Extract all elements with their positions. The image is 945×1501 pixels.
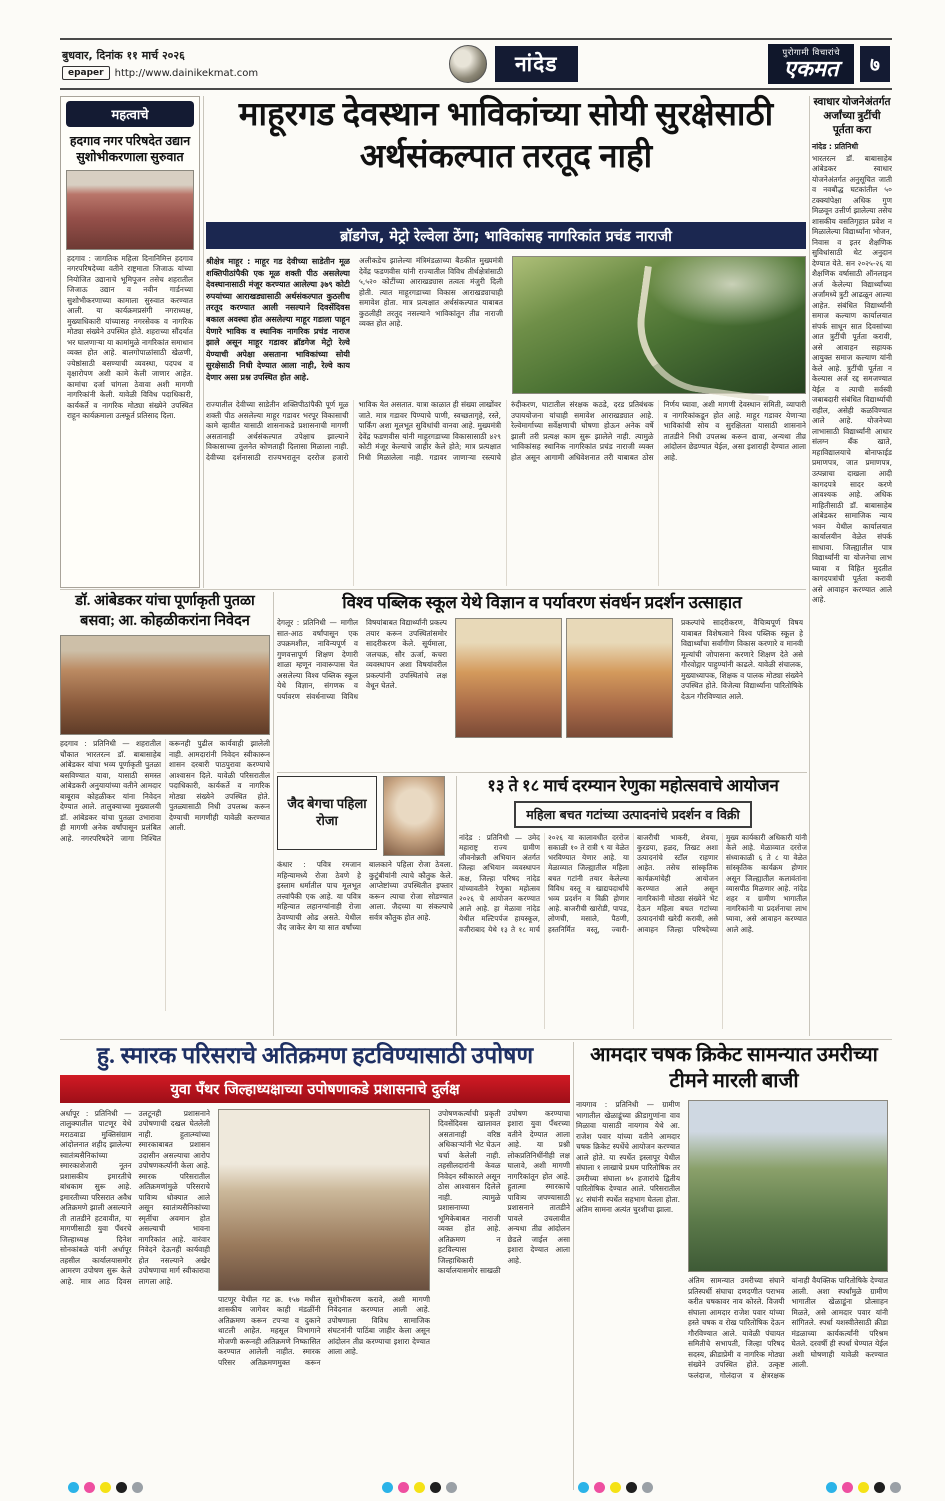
hadgaon-headline: हदगाव नगर परिषदेत उद्यान सुशोभीकरणाला सुरुवात xyxy=(69,134,191,165)
zaid-body: कंधार : पवित्र रमजान महिन्यामध्ये रोजा ठेवणे हे इस्लाम धर्मातील पाच मूलभूत तत्त्वांपैकी एक आहे. या पवित्र महिन्यात लहानग्यांनाही रोजा ठेवण्याची ओढ असते. येथील जैद जाकेर बेग या सात वर्षांच्या बालकाने पहिला रोजा ठेवला. कुटुंबीयांनी त्याचे कौतुक केले. आप्तेष्टांच्या उपस्थितीत इफ्तार करून त्याचा रोजा सोडण्यात आला. जैदच्या या संकल्पाचे सर्वत्र कौतुक होत आहे. xyxy=(277,860,453,933)
article-zaid-roza xyxy=(277,776,453,1036)
school-body-right: प्रकल्पांचे सादरीकरण, वैचित्र्यपूर्ण विषय याबाबत विशेषत्वाने विश्व पब्लिक स्कूल हे विद्यार्थ्यांचा सर्वांगीण विकास करणारे व मानवी मूल्यांची जोपासना करणारे शिक्षण देते असे गौरवोद्गार पाहुण्यांनी काढले. यावेळी संचालक, मुख्याध्यापक, शिक्षक व पालक मोठ्या संख्येने उपस्थित होते. विजेत्या विद्यार्थ्यांना पारितोषिके देऊन गौरविण्यात आले. xyxy=(681,618,803,701)
main-story-top xyxy=(206,256,806,394)
masthead-title: एकमत xyxy=(783,56,839,82)
masthead-block xyxy=(768,44,890,84)
school-body-left: देगलूर : प्रतिनिधी — मागील सात-आठ वर्षांपासून एक उपक्रमशील, नाविन्यपूर्ण व गुणवत्तापूर्ण शिक्षण देणारी शाळा म्हणून नावारूपास येत असलेल्या विश्व पब्लिक स्कूल येथे विज्ञान, संगणक व पर्यावरण संवर्धनाच्या विविध विषयांबाबत विद्यार्थ्यांनी प्रकल्प तयार करून उपस्थितांसमोर सादरीकरण केले. सूर्यमाला, जलचक्र, सौर ऊर्जा, कचरा व्यवस्थापन अशा विषयांवरील प्रकल्पांनी उपस्थितांचे लक्ष वेधून घेतले. xyxy=(277,618,447,701)
swadhar-headline: स्वाधार योजनेअंतर्गत अर्जांच्या त्रुटींची पूर्तता करा xyxy=(813,97,891,137)
amdar-body-col1: नायगाव : प्रतिनिधी — ग्रामीण भागातील खेळाडूंच्या क्रीडागुणांना वाव मिळावा यासाठी नायगाव येथे आ. राजेश पवार यांच्या वतीने आमदार चषक क्रिकेट स्पर्धेचे आयोजन करण्यात आले होते. या स्पर्धेत इस्लापूर येथील संघाला १ लाखाचे प्रथम पारितोषिक तर उमरीच्या संघाला ७५ हजारांचे द्वितीय पारितोषिक देण्यात आले. परिसरातील ४८ संघांनी स्पर्धेत सहभाग घेतला होता. अंतिम सामना अत्यंत चुरशीचा झाला. xyxy=(576,1100,680,1215)
zaid-headline: जैद बेगचा पहिला रोजा xyxy=(277,776,377,850)
column-rule xyxy=(809,96,810,1036)
article-amdar-cricket xyxy=(576,1042,892,1490)
edition-name: नांदेड xyxy=(495,46,577,82)
column-rule xyxy=(456,776,457,1036)
epaper-badge[interactable]: epaper xyxy=(62,66,110,80)
amdar-body-col2: अंतिम सामन्यात उमरीच्या संघाने प्रतिस्पर्धी संघाचा दणदणीत पराभव करीत चषकावर नाव कोरले. विजयी संघाला आमदार राजेश पवार यांच्या हस्ते चषक व रोख पारितोषिक देऊन गौरविण्यात आले. यावेळी पंचायत समितीचे सभापती, जिल्हा परिषद सदस्य, क्रीडाप्रेमी व नागरिक मोठ्या संख्येने उपस्थित होते. उत्कृष्ट फलंदाज, गोलंदाज व क्षेत्ररक्षक यांनाही वैयक्तिक पारितोषिके देण्यात आली. अशा स्पर्धांमुळे ग्रामीण भागातील खेळाडूंना प्रोत्साहन मिळते, असे आमदार पवार यांनी सांगितले. स्पर्धा यशस्वीतेसाठी क्रीडा मंडळाच्या कार्यकर्त्यांनी परिश्रम घेतले. दरवर्षी ही स्पर्धा घेण्यात येईल अशी घोषणाही यावेळी करण्यात आली. xyxy=(688,1276,888,1380)
school-headline: विश्व पब्लिक स्कूल येथे विज्ञान व पर्यावरण संवर्धन प्रदर्शन उत्साहात xyxy=(342,593,742,612)
page-header xyxy=(60,38,892,90)
ambedkar-headline: डॉ. आंबेडकर यांचा पूर्णाकृती पुतळा बसवा; आ. कोहळीकरांना निवेदन xyxy=(75,593,255,629)
article-ambedkar-statue xyxy=(60,592,270,1038)
renuka-headline: १३ ते १८ मार्च दरम्यान रेणुका महोत्सवाचे आयोजन xyxy=(487,776,779,795)
important-section-label: महत्वाचे xyxy=(66,101,194,127)
section-rule xyxy=(60,1039,892,1040)
newspaper-emblem-icon xyxy=(449,45,487,83)
edition-block xyxy=(449,45,577,83)
smarak-subhead-bar: युवा पँथर जिल्हाध्यक्षाच्या उपोषणाकडे प्रशासनाचे दुर्लक्ष xyxy=(60,1075,570,1103)
main-subhead-bar: ब्रॉडगेज, मेट्रो रेल्वेला ठेंगा; भाविकांसह नागरिकांत प्रचंड नाराजी xyxy=(206,222,806,249)
column-rule xyxy=(573,1042,574,1490)
section-rule xyxy=(277,772,807,773)
smarak-body-col2: पाटणूर येथील गट क्र. १५७ मधील शासकीय जागेवर काही मंडळींनी अतिक्रमण करून टपऱ्या व दुकाने थाटली आहेत. महसूल विभागाने मोजणी करूनही अतिक्रमणे निष्कासित करण्यात आलेली नाहीत. स्मारक परिसर अतिक्रमणमुक्त करून सुशोभीकरण करावे, अशी मागणी निवेदनात करण्यात आली आहे. उपोषणाला विविध सामाजिक संघटनांनी पाठिंबा जाहीर केला असून आंदोलन तीव्र करण्याचा इशारा देण्यात आला आहे. xyxy=(218,1294,430,1367)
cricket-team-photo xyxy=(688,1100,888,1272)
article-smarak-uposhan xyxy=(60,1042,570,1490)
registration-marks xyxy=(382,1482,457,1493)
article-hadgaon-garden xyxy=(60,96,200,588)
school-photo-1 xyxy=(455,618,562,738)
uposhan-photo xyxy=(218,1109,430,1291)
main-body: राज्यातील देवीच्या साडेतीन शक्तिपीठांपैकी पूर्ण मूळ शक्ती पीठ असलेल्या माहूर गडावर भरपूर विकासाची कामे व्हावीत यासाठी शासनाकडे प्रशासनाची मागणी असतानाही अर्थसंकल्पात उपेक्षाच झाल्याने विकासाच्या तुलनेत कोणताही दिलासा मिळाला नाही. देवीच्या दर्शनासाठी राज्यभरातून दररोज हजारो भाविक येत असतात. यात्रा काळात ही संख्या लाखोंवर जाते. मात्र गडावर पिण्याचे पाणी, स्वच्छतागृहे, रस्ते, पार्किंग अशा मूलभूत सुविधांची वानवा आहे. मुख्यमंत्री देवेंद्र फडणवीस यांनी माहूरगडाच्या विकासासाठी ४२९ कोटी मंजूर केल्याचे जाहीर केले होते; मात्र प्रत्यक्षात निधी मिळालेला नाही. गडावर जाणाऱ्या रस्त्याचे रुंदीकरण, घाटातील संरक्षक कठडे, दरड प्रतिबंधक उपाययोजना यांचाही समावेश आराखड्यात आहे. रेल्वेमार्गाच्या सर्वेक्षणाची घोषणा होऊन अनेक वर्षे झाली तरी प्रत्यक्ष काम सुरू झालेले नाही. त्यामुळे भाविकांसह स्थानिक नागरिकांत प्रचंड नाराजी व्यक्त होत असून आगामी अधिवेशनात तरी याबाबत ठोस निर्णय घ्यावा, अशी मागणी देवस्थान समिती, व्यापारी व नागरिकांकडून होत आहे. माहूर गडावर येणाऱ्या भाविकांची सोय व सुरक्षितता यासाठी शासनाने तातडीने निधी उपलब्ध करून द्यावा, अन्यथा तीव्र आंदोलन छेडण्यात येईल, असा इशाराही देण्यात आला आहे. xyxy=(206,400,806,462)
swadhar-dateline: नांदेड : प्रतिनिधी xyxy=(812,141,859,151)
main-headline: माहूरगड देवस्थान भाविकांच्या सोयी सुरक्षेसाठी अर्थसंकल्पात तरतूद नाही xyxy=(238,97,774,176)
website-url-link[interactable]: http://www.dainikekmat.com xyxy=(114,67,259,79)
column-rule xyxy=(273,592,274,1036)
amdar-headline: आमदार चषक क्रिकेट सामन्यात उमरीच्या टीमने मारली बाजी xyxy=(590,1044,878,1092)
school-photos xyxy=(455,618,673,760)
zaid-photo xyxy=(383,776,445,856)
renuka-subhead: महिला बचत गटांच्या उत्पादनांचे प्रदर्शन व विक्री xyxy=(514,801,752,828)
print-registration-marks xyxy=(0,1482,945,1496)
article-school-exhibition xyxy=(277,592,807,768)
main-body-col2: अलीकडेच झालेल्या मंत्रिमंडळाच्या बैठकीत मुख्यमंत्री देवेंद्र फडणवीस यांनी राज्यातील विविध तीर्थक्षेत्रांसाठी ५,५२० कोटींच्या आराखड्यास तत्वतः मंजुरी दिली होती. त्यात माहूरगडाच्या विकास आराखड्याचाही समावेश होता. मात्र प्रत्यक्षात अर्थसंकल्पात याबाबत कुठलीही तरतूद नसल्याने भाविकांतून तीव्र नाराजी व्यक्त होत आहे. xyxy=(359,256,503,329)
school-photo-2 xyxy=(566,618,673,738)
registration-marks xyxy=(826,1482,901,1493)
smarak-body-col1: अर्धापूर : प्रतिनिधी — तालुक्यातील पाटणूर येथे मराठवाडा मुक्तिसंग्राम आंदोलनात शहीद झालेल्या स्वातंत्र्यसैनिकांच्या स्मारकाशेजारी नूतन प्रशासकीय इमारतीचे बांधकाम सुरू आहे. इमारतीच्या परिसरात अवैध अतिक्रमणे झाली असल्याने ती तातडीने हटवावीत, या मागणीसाठी युवा पँथरचे जिल्हाध्यक्ष दिनेश सोनकांबळे यांनी अर्धापूर तहसील कार्यालयासमोर आमरण उपोषण सुरू केले आहे. मात्र आठ दिवस उलटूनही प्रशासनाने उपोषणाची दखल घेतलेली नाही. हुतात्म्यांच्या स्मारकाबाबत प्रशासन उदासीन असल्याचा आरोप उपोषणकर्त्यांनी केला आहे. स्मारक परिसरातील अतिक्रमणांमुळे परिसराचे पावित्र्य धोक्यात आले असून स्वातंत्र्यसैनिकांच्या स्मृतींचा अवमान होत असल्याची भावना नागरिकांत आहे. वारंवार निवेदने देऊनही कार्यवाही होत नसल्याने अखेर उपोषणाचा मार्ग स्वीकारावा लागला आहे. xyxy=(60,1108,210,1286)
renuka-body: नांदेड : प्रतिनिधी — उमेद महाराष्ट्र राज्य ग्रामीण जीवनोन्नती अभियान अंतर्गत जिल्हा अभियान व्यवस्थापन कक्ष, जिल्हा परिषद नांदेड यांच्यावतीने रेणुका महोत्सव २०२६ चे आयोजन करण्यात आले आहे. हा मेळावा नांदेड येथील मल्टिपर्पज हायस्कूल, वजीराबाद येथे १३ ते १८ मार्च २०२६ या कालावधीत दररोज सकाळी १० ते रात्री ९ या वेळेत भरविण्यात येणार आहे. या मेळाव्यात जिल्ह्यातील महिला बचत गटांनी तयार केलेल्या विविध वस्तू व खाद्यपदार्थांचे भव्य प्रदर्शन व विक्री होणार आहे. बाजरीची खारोडी, पापड, लोणची, मसाले, पैठणी, हस्तनिर्मित वस्तू, ज्वारी-बाजरीची भाकरी, शेवया, कुरडया, हळद, तिखट अशा उत्पादनांचे स्टॉल राहणार आहेत. तसेच सांस्कृतिक कार्यक्रमांचेही आयोजन करण्यात आले असून नागरिकांनी मोठ्या संख्येने भेट देऊन महिला बचत गटांच्या उत्पादनांची खरेदी करावी, असे आवाहन जिल्हा परिषदेच्या मुख्य कार्यकारी अधिकारी यांनी केले आहे. मेळाव्यात दररोज संध्याकाळी ६ ते ८ या वेळेत सांस्कृतिक कार्यक्रम होणार असून जिल्ह्यातील कलावंतांना व्यासपीठ मिळणार आहे. नांदेड शहर व ग्रामीण भागातील नागरिकांनी या प्रदर्शनाचा लाभ घ्यावा, असे आवाहन करण्यात आले आहे. xyxy=(459,832,807,934)
issue-date: बुधवार, दिनांक ११ मार्च २०२६ xyxy=(62,49,185,62)
masthead xyxy=(768,44,854,84)
article-renuka-festival xyxy=(459,776,807,1036)
main-lead: श्रीक्षेत्र माहूर : माहूर गड देवीच्या साडेतीन मूळ शक्तिपीठांपैकी एक मूळ शक्ती पीठ असलेल्या देवस्थानासाठी मंजूर करण्यात आलेल्या ३७९ कोटी रुपयांच्या आराखड्यासाठी अर्थसंकल्पात कुठलीच तरतूद करण्यात आली नसल्याने दिवसेंदिवस बकाल अवस्था होत असलेल्या माहूर गडाला पाहून येणारे भाविक व स्थानिक नागरिक प्रचंड नाराज झाले असून माहूर गडावर ब्रॉडगेज मेट्रो रेल्वे येण्याची अपेक्षा असताना भाविकांच्या सोयी सुरक्षेसाठी निधी देण्यात आला नाही, रेल्वे काय देणार असा प्रश्न उपस्थित होत आहे. xyxy=(206,257,350,382)
masthead-tagline: पुरोगामी विचारांचे xyxy=(782,47,840,58)
article-swadhar xyxy=(812,96,892,1036)
header-left xyxy=(62,48,258,80)
hadgaon-body: हदगाव : जागतिक महिला दिनानिमित्त हदगाव नगरपरिषदेच्या वतीने राष्ट्रमाता जिजाऊ यांच्या नियोजित उद्यानाचे भूमिपूजन तसेच शहरातील जिजाऊ उद्यान व नवीन गार्डनच्या सुशोभीकरणाच्या कामाला सुरुवात करण्यात आली. या कार्यक्रमप्रसंगी नगराध्यक्ष, मुख्याधिकारी यांच्यासह नगरसेवक व नागरिक मोठ्या संख्येने उपस्थित होते. शहराच्या सौंदर्यात भर घालणाऱ्या या कामांमुळे नागरिकांत समाधान व्यक्त होत आहे. बालगोपाळांसाठी खेळणी, ज्येष्ठांसाठी बसण्याची व्यवस्था, पदपथ व वृक्षारोपण अशी कामे केली जाणार आहेत. कामांचा दर्जा चांगला ठेवावा अशी मागणी नागरिकांनी केली. यावेळी विविध पदाधिकारी, कार्यकर्ते व नागरिक मोठ्या संख्येने उपस्थित राहून कार्यक्रमाला उत्स्फूर्त प्रतिसाद दिला. xyxy=(67,253,193,421)
mahurgad-photo xyxy=(512,256,806,394)
section-rule xyxy=(60,589,806,590)
registration-marks xyxy=(68,1482,143,1493)
smarak-body-col3: उपोषणकर्त्याची प्रकृती दिवसेंदिवस खालावत असतानाही वरिष्ठ अधिकाऱ्यांनी भेट घेऊन चर्चा केलेली नाही. तहसीलदारांनी केवळ निवेदन स्वीकारले असून ठोस आश्वासन दिलेले नाही. त्यामुळे प्रशासनाच्या भूमिकेबाबत नाराजी व्यक्त होत आहे. अतिक्रमण न हटविल्यास जिल्हाधिकारी कार्यालयासमोर साखळी उपोषण करण्याचा इशारा युवा पँथरच्या वतीने देण्यात आला आहे. या प्रश्नी लोकप्रतिनिधींनीही लक्ष घालावे, अशी मागणी नागरिकांतून होत आहे. हुतात्मा स्मारकाचे पावित्र्य जपण्यासाठी प्रशासनाने तातडीने पावले उचलावीत अन्यथा तीव्र आंदोलन छेडले जाईल असा इशारा देण्यात आला आहे. xyxy=(438,1108,570,1276)
ambedkar-photo xyxy=(60,635,270,735)
column-rule xyxy=(203,96,204,588)
hadgaon-photo xyxy=(66,170,194,250)
registration-marks xyxy=(578,1482,653,1493)
page-number: ७ xyxy=(860,46,890,82)
smarak-headline: हु. स्मारक परिसराचे अतिक्रमण हटविण्यासाठी उपोषण xyxy=(96,1043,534,1068)
ambedkar-body: हदगाव : प्रतिनिधी — शहरातील चौकात भारतरत्न डॉ. बाबासाहेब आंबेडकर यांचा भव्य पूर्णाकृती पुतळा बसविण्यात यावा, यासाठी समस्त आंबेडकरी अनुयायांच्या वतीने आमदार बाबूराव कोहळीकर यांना निवेदन देण्यात आले. तालुक्याच्या मुख्यालयी डॉ. आंबेडकर यांचा पुतळा उभारावा ही मागणी अनेक वर्षांपासून प्रलंबित आहे. नगरपरिषदेने जागा निश्चित करूनही पुढील कार्यवाही झालेली नाही. आमदारांनी निवेदन स्वीकारून शासन दरबारी पाठपुरावा करण्याचे आश्वासन दिले. यावेळी परिसरातील पदाधिकारी, कार्यकर्ते व नागरिक मोठ्या संख्येने उपस्थित होते. पुतळ्यासाठी निधी उपलब्ध करून देण्याची मागणीही यावेळी करण्यात आली. xyxy=(60,739,270,843)
swadhar-body: भारतरत्न डॉ. बाबासाहेब आंबेडकर स्वाधार योजनेअंतर्गत अनुसूचित जाती व नवबौद्ध घटकांतील ५० टक्क्यांपेक्षा अधिक गुण मिळवून उत्तीर्ण झालेल्या तसेच शासकीय वसतिगृहात प्रवेश न मिळालेल्या विद्यार्थ्यांना भोजन, निवास व इतर शैक्षणिक सुविधांसाठी थेट अनुदान देण्यात येते. सन २०२५-२६ या शैक्षणिक वर्षासाठी ऑनलाइन अर्ज केलेल्या विद्यार्थ्यांच्या अर्जांमध्ये त्रुटी आढळून आल्या आहेत. संबंधित विद्यार्थ्यांनी समाज कल्याण कार्यालयात संपर्क साधून सात दिवसांच्या आत त्रुटींची पूर्तता करावी, असे आवाहन सहायक आयुक्त समाज कल्याण यांनी केले आहे. त्रुटींची पूर्तता न केल्यास अर्ज रद्द समजण्यात येईल व त्याची सर्वस्वी जबाबदारी संबंधित विद्यार्थ्याची राहील, असेही कळविण्यात आले आहे. योजनेच्या लाभासाठी विद्यार्थ्यांनी आधार संलग्न बँक खाते, महाविद्यालयाचे बोनाफाईड प्रमाणपत्र, जात प्रमाणपत्र, उत्पन्नाचा दाखला आदी कागदपत्रे सादर करणे आवश्यक आहे. अधिक माहितीसाठी डॉ. बाबासाहेब आंबेडकर सामाजिक न्याय भवन येथील कार्यालयात कार्यालयीन वेळेत संपर्क साधावा. जिल्ह्यातील पात्र विद्यार्थ्यांनी या योजनेचा लाभ घ्यावा व विहित मुदतीत कागदपत्रांची पूर्तता करावी असे आवाहन करण्यात आले आहे. xyxy=(812,153,892,605)
